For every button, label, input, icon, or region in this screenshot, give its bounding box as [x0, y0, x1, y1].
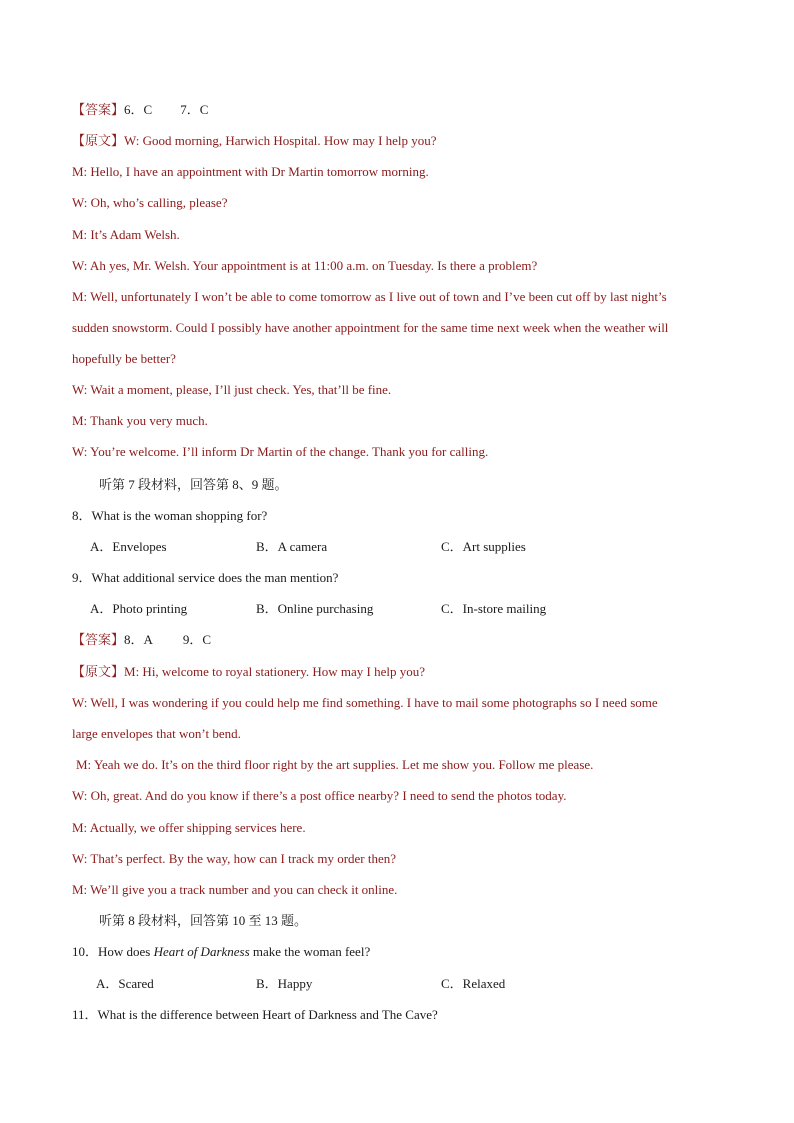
transcript-line: M: Actually, we offer shipping services here. — [72, 820, 306, 835]
transcript-line: M: We’ll give you a track number and you can check it online. — [72, 882, 398, 897]
question-11: 11．What is the difference between Heart of Darkness and The Cave? — [72, 1007, 438, 1022]
option-9b: B．Online purchasing — [256, 601, 374, 616]
question-10-rest: make the woman feel? — [249, 944, 371, 959]
transcript-line: sudden snowstorm. Could I possibly have another appointment for the same time next week when the weather will — [72, 320, 669, 335]
answer-9: 9．C — [182, 632, 212, 647]
transcript-line: W: Ah yes, Mr. Welsh. Your appointment is at 11:00 a.m. on Tuesday. Is there a problem? — [72, 258, 538, 273]
answer-6: 6．C — [124, 102, 153, 117]
question-10 — [72, 943, 370, 961]
transcript-line: M: Hello, I have an appointment with Dr Martin tomorrow morning. — [72, 164, 429, 179]
transcript-line: M: It’s Adam Welsh. — [72, 227, 180, 242]
transcript-tag: 【原文】 — [72, 133, 125, 148]
option-8a: A．Envelopes — [90, 539, 167, 554]
transcript-text: M: Hi, welcome to royal stationery. How may I help you? — [124, 664, 425, 679]
option-10c: C．Relaxed — [441, 976, 506, 991]
transcript-line: W: Wait a moment, please, I’ll just check. Yes, that’ll be fine. — [72, 382, 392, 397]
answer-8: 8．A — [124, 632, 153, 647]
transcript-text: W: Good morning, Harwich Hospital. How may I help you? — [124, 133, 437, 148]
section-instruction: 听第 7 段材料，回答第 8、9 题。 — [99, 477, 288, 492]
section-instruction: 听第 8 段材料，回答第 10 至 13 题。 — [99, 913, 308, 928]
transcript-line: W: Well, I was wondering if you could help me find something. I have to mail some photographs so I need some — [72, 695, 658, 710]
book-title: Heart of Darkness — [153, 944, 250, 959]
answer-line-6-7 — [72, 101, 208, 119]
question-9: 9．What additional service does the man mention? — [72, 570, 339, 585]
transcript-line: M: Yeah we do. It’s on the third floor right by the art supplies. Let me show you. Follow me please. — [76, 757, 594, 772]
option-9a: A．Photo printing — [90, 601, 188, 616]
answer-line-8-9 — [72, 631, 211, 649]
option-10b: B．Happy — [256, 976, 313, 991]
answer-tag: 【答案】 — [72, 632, 125, 647]
transcript-line: W: Oh, great. And do you know if there’s a post office nearby? I need to send the photos today. — [72, 788, 567, 803]
transcript-line — [72, 132, 437, 150]
option-9c: C．In-store mailing — [441, 601, 547, 616]
answer-7: 7．C — [180, 102, 209, 117]
question-8: 8．What is the woman shopping for? — [72, 508, 268, 523]
option-8b: B．A camera — [256, 539, 328, 554]
answer-tag: 【答案】 — [72, 102, 125, 117]
transcript-tag: 【原文】 — [72, 664, 125, 679]
transcript-line: W: Oh, who’s calling, please? — [72, 195, 228, 210]
option-8c: C．Art supplies — [441, 539, 526, 554]
question-10-num: 10．How does — [72, 944, 154, 959]
transcript-line: M: Thank you very much. — [72, 413, 208, 428]
transcript-line: M: Well, unfortunately I won’t be able to come tomorrow as I live out of town and I’ve been cut off by last night’s — [72, 289, 667, 304]
transcript-line — [72, 663, 425, 681]
option-10a: A．Scared — [96, 976, 154, 991]
transcript-line: large envelopes that won’t bend. — [72, 726, 241, 741]
transcript-line: W: You’re welcome. I’ll inform Dr Martin of the change. Thank you for calling. — [72, 444, 489, 459]
transcript-line: hopefully be better? — [72, 351, 176, 366]
transcript-line: W: That’s perfect. By the way, how can I track my order then? — [72, 851, 397, 866]
